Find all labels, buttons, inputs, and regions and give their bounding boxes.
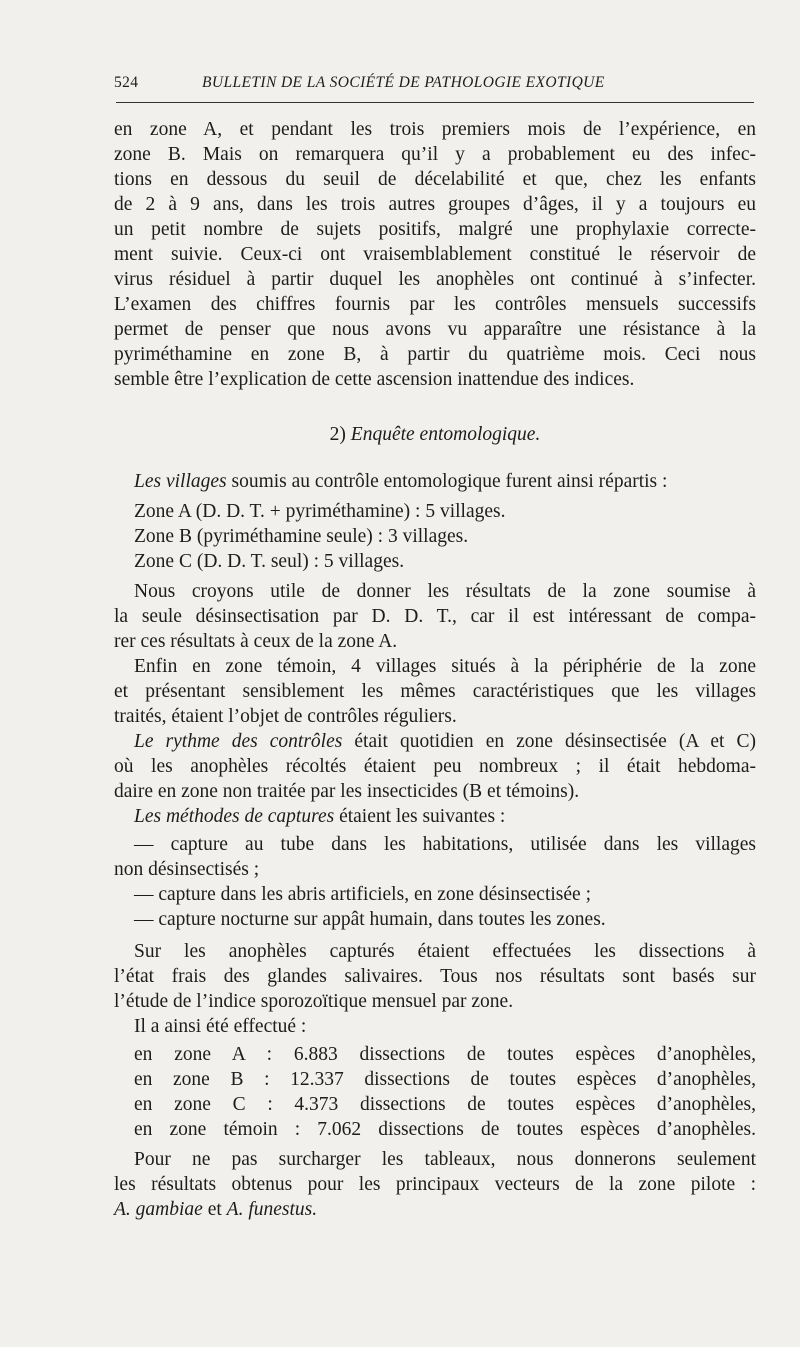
text-line: ment suivie. Ceux-ci ont vraisemblablement constitué le réservoir de <box>114 244 756 265</box>
dissection-line: en zone B : 12.337 dissections de toutes espèces d’anophèles, <box>134 1069 756 1090</box>
text-line: la seule désinsectisation par D. D. T., car il est intéressant de compa- <box>114 606 756 627</box>
zone-line: Zone C (D. D. T. seul) : 5 villages. <box>134 551 405 572</box>
methodes-lead <box>134 805 756 829</box>
section-title: Enquête entomologique. <box>350 424 541 445</box>
text-line: rer ces résultats à ceux de la zone A. <box>114 631 398 652</box>
text-line: Nous croyons utile de donner les résultats de la zone soumise à <box>134 581 756 602</box>
rythme-lead-rest: était quotidien en zone désinsectisée (A et C) <box>342 731 756 752</box>
species-conjunction: et <box>202 1199 227 1220</box>
method-item: — capture au tube dans les habitations, utilisée dans les villages <box>134 834 756 855</box>
text-line: pyriméthamine en zone B, à partir du quatrième mois. Ceci nous <box>114 344 756 365</box>
dissection-line: en zone A : 6.883 dissections de toutes espèces d’anophèles, <box>134 1044 756 1065</box>
text-line: de 2 à 9 ans, dans les trois autres groupes d’âges, il y a toujours eu <box>114 194 756 215</box>
running-header <box>114 74 756 98</box>
header-rule <box>116 102 754 103</box>
dissection-line: en zone témoin : 7.062 dissections de toutes espèces d’anophèles. <box>134 1119 756 1140</box>
species-gambiae: A. gambiae <box>114 1199 203 1220</box>
text-line: virus résiduel à partir duquel les anophèles ont continué à s’infecter. <box>114 269 756 290</box>
dissections-intro: Il a ainsi été effectué : <box>134 1016 307 1037</box>
zone-line: Zone B (pyriméthamine seule) : 3 villages. <box>134 526 469 547</box>
text-line: l’état frais des glandes salivaires. Tous nos résultats sont basés sur <box>114 966 756 987</box>
page-number: 524 <box>114 74 139 91</box>
method-item: non désinsectisés ; <box>114 859 260 880</box>
species-funestus: A. funestus. <box>226 1199 318 1220</box>
methodes-lead-rest: étaient les suivantes : <box>334 806 506 827</box>
text-line: les résultats obtenus pour les principaux vecteurs de la zone pilote : <box>114 1174 756 1195</box>
text-line: L’examen des chiffres fournis par les contrôles mensuels successifs <box>114 294 756 315</box>
text-line: Enfin en zone témoin, 4 villages situés à la périphérie de la zone <box>134 656 756 677</box>
villages-lead-italic: Les villages <box>134 471 227 492</box>
text-line: zone B. Mais on remarquera qu’il y a probablement eu des infec- <box>114 144 756 165</box>
villages-lead-rest: soumis au contrôle entomologique furent ainsi répartis : <box>226 471 668 492</box>
zone-line: Zone A (D. D. T. + pyriméthamine) : 5 villages. <box>134 501 506 522</box>
dissection-line: en zone C : 4.373 dissections de toutes espèces d’anophèles, <box>134 1094 756 1115</box>
rythme-lead <box>134 730 756 754</box>
text-line: tions en dessous du seuil de décelabilité et que, chez les enfants <box>114 169 756 190</box>
methodes-lead-italic: Les méthodes de captures <box>134 806 335 827</box>
text-line: en zone A, et pendant les trois premiers mois de l’expérience, en <box>114 119 756 140</box>
villages-lead <box>134 470 756 494</box>
section-heading <box>114 423 756 447</box>
text-line: traités, étaient l’objet de contrôles réguliers. <box>114 706 457 727</box>
text-line: l’étude de l’indice sporozoïtique mensuel par zone. <box>114 991 514 1012</box>
section-number: 2) <box>329 424 346 445</box>
rythme-lead-italic: Le rythme des contrôles <box>134 731 343 752</box>
text-line: où les anophèles récoltés étaient peu nombreux ; il était hebdoma- <box>114 756 756 777</box>
text-line: Pour ne pas surcharger les tableaux, nous donnerons seulement <box>134 1149 756 1170</box>
method-item: — capture nocturne sur appât humain, dans toutes les zones. <box>134 909 606 930</box>
text-line: permet de penser que nous avons vu apparaître une résistance à la <box>114 319 756 340</box>
text-line: un petit nombre de sujets positifs, malgré une prophylaxie correcte- <box>114 219 756 240</box>
method-item: — capture dans les abris artificiels, en zone désinsectisée ; <box>134 884 591 905</box>
text-line: Sur les anophèles capturés étaient effectuées les dissections à <box>134 941 756 962</box>
text-line: daire en zone non traitée par les insecticides (B et témoins). <box>114 781 580 802</box>
journal-title: BULLETIN DE LA SOCIÉTÉ DE PATHOLOGIE EXOTIQUE <box>202 74 605 91</box>
species-line <box>114 1198 756 1222</box>
text-line: semble être l’explication de cette ascension inattendue des indices. <box>114 369 635 390</box>
text-line: et présentant sensiblement les mêmes caractéristiques que les villages <box>114 681 756 702</box>
